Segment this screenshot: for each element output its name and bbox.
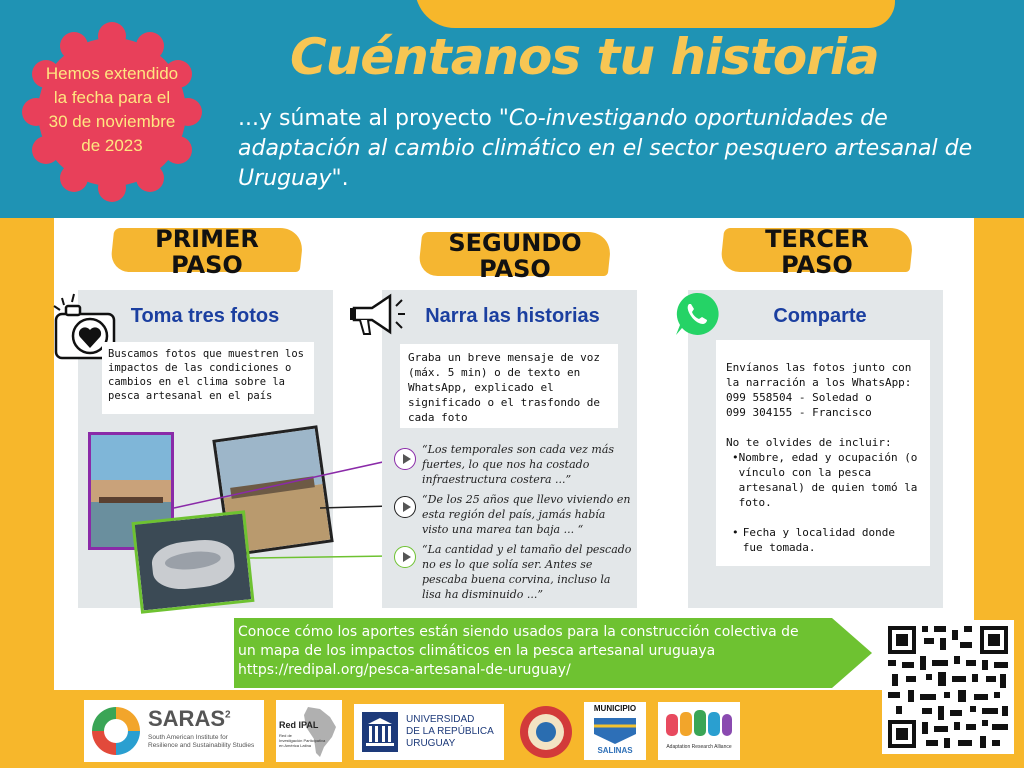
- step-3-label-line1: TERCER: [765, 225, 869, 253]
- step-1-description: Buscamos fotos que muestren los impactos de las condiciones o cambios en el clima sobre la pesca artesanal en el país: [102, 342, 314, 414]
- saras-superscript: 2: [225, 709, 231, 721]
- ara-name: Adaptation Research Alliance: [666, 744, 732, 750]
- ara-hands-icon: [664, 708, 734, 740]
- step-1-label-line1: PRIMER: [155, 225, 259, 253]
- step-2-label-line1: SEGUNDO: [448, 229, 582, 257]
- bullet-2-text: Fecha y localidad donde fue tomada.: [742, 526, 896, 554]
- megaphone-icon: [346, 290, 406, 342]
- more-info-banner[interactable]: [234, 618, 874, 688]
- badge-line-2: la fecha para el: [53, 88, 171, 107]
- play-audio-icon-2[interactable]: [394, 496, 416, 518]
- project-link[interactable]: https://redipal.org/pesca-artesanal-de-uruguay/: [238, 662, 571, 678]
- latin-america-map-icon: [300, 703, 340, 759]
- share-instructions: Envíanos las fotos junto con la narración a los WhatsApp:: [726, 361, 912, 389]
- saras-subtitle: [148, 734, 264, 750]
- subtitle-project-name: Co-investigando oportunidades de adaptación al cambio climático en el sector pesquero artesanal de Uruguay: [238, 106, 973, 191]
- saras-subtitle-1: South American Institute for: [148, 734, 228, 741]
- saras-subtitle-2: Resilience and Sustainability Studies: [148, 742, 255, 749]
- badge-line-1: Hemos extendido: [45, 64, 179, 83]
- step-2-label-line2: PASO: [479, 255, 551, 283]
- badge-line-4: de 2023: [81, 136, 143, 155]
- bullet-item-1: [726, 450, 920, 510]
- step-2-label: [420, 230, 610, 282]
- salinas-label: SALINAS: [597, 746, 633, 755]
- redipal-logo: [276, 700, 342, 762]
- redipal-subtitle-1: Red de: [279, 733, 292, 738]
- step-3-banner: [722, 222, 912, 278]
- connector-arrows: [170, 448, 400, 568]
- bullet-item-2: [726, 525, 920, 555]
- step-2-description: Graba un breve mensaje de voz (máx. 5 min) o de texto en WhatsApp, explicado el significado o el trasfondo de cada foto: [400, 344, 618, 428]
- step-3-label-line2: PASO: [781, 251, 853, 279]
- page-title: Cuéntanos tu historia: [290, 28, 879, 86]
- quote-2: “De los 25 años que llevo viviendo en esta región del país, jamás había visto una marea tan baja ... “: [422, 493, 631, 536]
- fishermen-seal-logo: [518, 704, 574, 760]
- shield-emblem-icon: [590, 716, 640, 746]
- saras-text: SARAS: [148, 706, 226, 731]
- saras-swirl-icon: [88, 703, 144, 759]
- step-3-label: [722, 226, 912, 278]
- university-building-icon: [360, 710, 400, 754]
- bullet-icon: •: [732, 451, 739, 464]
- whatsapp-icon: [672, 290, 720, 338]
- udelar-line-3: URUGUAY: [406, 738, 456, 749]
- subtitle-lead: ...y súmate al proyecto ": [238, 106, 509, 131]
- badge-text: [42, 62, 182, 158]
- bullet-icon: •: [732, 526, 739, 539]
- subtitle-end: ".: [331, 166, 349, 191]
- saras-logo: [84, 700, 264, 762]
- play-audio-icon-3[interactable]: [394, 546, 416, 568]
- bullet-1-text: Nombre, edad y ocupación (o vínculo con la pesca artesanal) de quien tomó la foto.: [738, 451, 918, 509]
- seal-icon: [518, 704, 574, 760]
- play-audio-icon-1[interactable]: [394, 448, 416, 470]
- redipal-subtitle: [279, 733, 325, 748]
- step-2-banner: [420, 226, 610, 282]
- banner-line-2: un mapa de los impactos climáticos en la pesca artesanal uruguaya: [238, 643, 716, 659]
- step-1-title: Toma tres fotos: [130, 305, 280, 327]
- udelar-logo: [354, 704, 504, 760]
- quote-3: “La cantidad y el tamaño del pescado no es lo que solía ser. Antes se pescaba buena corvina, incluso la lisa ha disminuido ...”: [422, 543, 632, 601]
- phone-francisco[interactable]: 099 304155 - Francisco: [726, 406, 872, 419]
- step-2-title: Narra las historias: [425, 305, 600, 327]
- municipio-salinas-logo: [584, 702, 646, 760]
- step-1-banner: [112, 222, 302, 278]
- banner-text: [238, 623, 838, 680]
- yellow-splash-decoration: [415, 0, 895, 28]
- include-label: No te olvides de incluir:: [726, 436, 892, 449]
- badge-line-3: 30 de noviembre: [48, 112, 176, 131]
- page-subtitle: [238, 104, 1008, 194]
- step-3-title: Comparte: [773, 305, 867, 327]
- redipal-subtitle-2: Investigación Participativa: [279, 738, 326, 743]
- step-3-description: [716, 340, 930, 566]
- municipio-label: MUNICIPIO: [593, 704, 637, 713]
- qr-code[interactable]: [882, 620, 1014, 754]
- quote-1: “Los temporales son cada vez más fuertes, lo que nos ha costado infraestructura costera ...”: [422, 443, 615, 486]
- udelar-line-2: DE LA REPÚBLICA: [406, 726, 494, 737]
- banner-line-1: Conoce cómo los aportes están siendo usados para la construcción colectiva de: [238, 624, 799, 640]
- redipal-subtitle-3: en América Latina: [279, 743, 312, 748]
- phone-soledad[interactable]: 099 558504 - Soledad o: [726, 391, 872, 404]
- udelar-name: [406, 714, 494, 750]
- saras-name: [148, 706, 231, 732]
- step-1-label-line2: PASO: [171, 251, 243, 279]
- udelar-line-1: UNIVERSIDAD: [406, 714, 475, 725]
- deadline-badge: [22, 22, 202, 202]
- step-1-label: [112, 226, 302, 278]
- ara-logo: [658, 702, 740, 760]
- redipal-name: Red IPAL: [279, 720, 319, 730]
